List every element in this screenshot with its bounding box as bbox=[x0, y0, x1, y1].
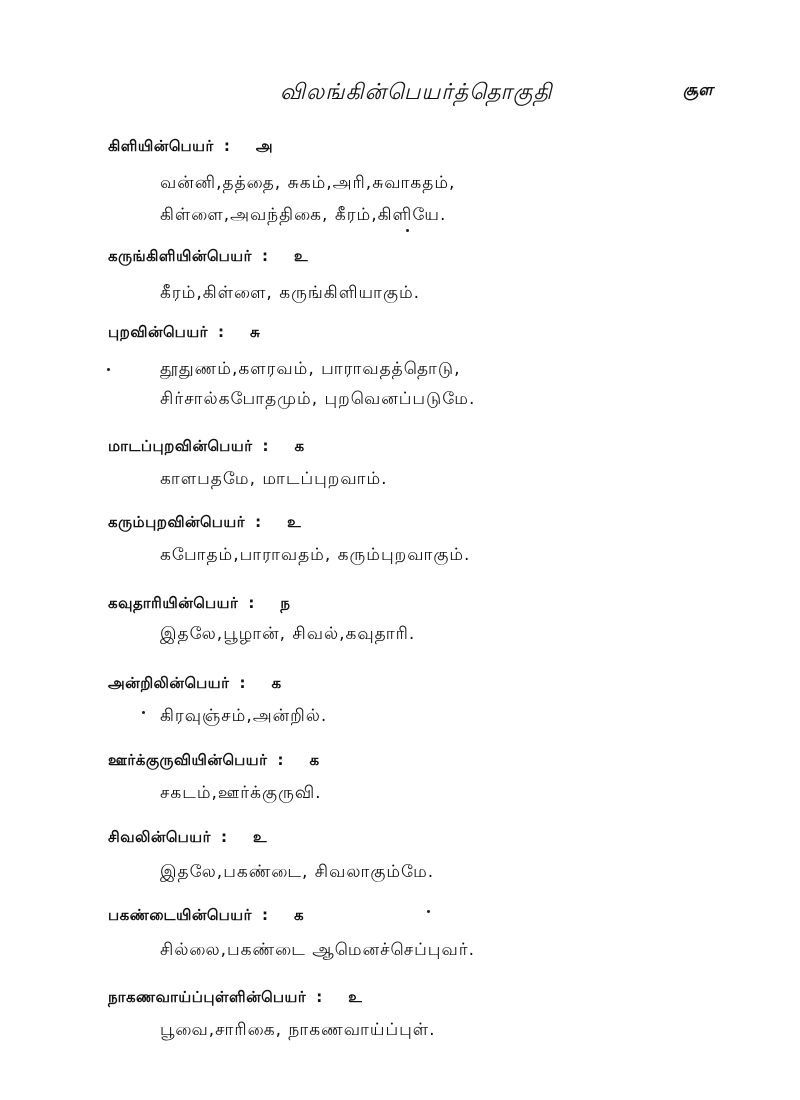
entry-heading bbox=[108, 247, 308, 267]
scan-speck bbox=[107, 368, 110, 371]
entry-heading-name: மாடப்புறவின்பெயர் bbox=[108, 437, 253, 455]
entry-count: அ bbox=[255, 137, 273, 155]
entry-heading-name: கரும்புறவின்பெயர் bbox=[108, 513, 246, 531]
entry-count: உ bbox=[252, 828, 267, 846]
verse-line: சில்லை,பகண்டை ஆமெனச்செப்புவர். bbox=[160, 940, 476, 960]
entry-heading-name: ஊர்க்குருவியின்பெயர் bbox=[108, 751, 268, 769]
heading-colon: : bbox=[220, 828, 227, 846]
heading-colon: : bbox=[223, 137, 230, 155]
heading-colon: : bbox=[316, 988, 323, 1006]
heading-colon: : bbox=[262, 437, 269, 455]
entry-count: க bbox=[309, 751, 320, 769]
verse-line: காளபதமே, மாடப்புறவாம். bbox=[160, 469, 388, 489]
heading-colon: : bbox=[261, 906, 268, 924]
page-title: விலங்கின்பெயர்த்தொகுதி bbox=[280, 80, 553, 105]
entry-heading bbox=[108, 513, 301, 533]
entry-heading bbox=[108, 828, 267, 848]
entry-count: உ bbox=[287, 513, 301, 531]
entry-heading-name: கருங்கிளியின்பெயர் bbox=[108, 247, 252, 265]
entry-heading bbox=[108, 137, 273, 157]
verse-line: தூதுணம்,களரவம், பாராவதத்தொடு, bbox=[160, 359, 461, 379]
heading-colon: : bbox=[239, 674, 246, 692]
verse-line: சிர்சால்கபோதமும், புறவெனப்படுமே. bbox=[160, 389, 476, 409]
verse-line: கீரம்,கிள்ளை, கருங்கிளியாகும். bbox=[160, 283, 421, 303]
entry-count: க bbox=[271, 674, 282, 692]
entry-count: உ bbox=[293, 247, 308, 265]
entry-heading bbox=[108, 751, 319, 771]
entry-heading-name: அன்றிலின்பெயர் bbox=[108, 674, 230, 692]
entry-heading bbox=[108, 988, 362, 1008]
entry-count: க bbox=[293, 906, 304, 924]
page-code: சூள bbox=[683, 80, 713, 99]
scan-speck bbox=[427, 910, 430, 913]
scan-speck bbox=[142, 711, 145, 714]
heading-colon: : bbox=[261, 247, 268, 265]
verse-line: இதலே,பகண்டை, சிவலாகும்மே. bbox=[160, 862, 435, 882]
entry-count: க bbox=[294, 437, 305, 455]
entry-count: உ bbox=[348, 988, 362, 1006]
entry-heading bbox=[108, 323, 260, 343]
verse-line: சகடம்,ஊர்க்குருவி. bbox=[160, 783, 322, 803]
heading-colon: : bbox=[277, 751, 284, 769]
entry-count: சு bbox=[250, 323, 260, 341]
verse-line: பூவை,சாரிகை, நாகணவாய்ப்புள். bbox=[160, 1020, 436, 1040]
verse-line: கிள்ளை,அவந்திகை, கீரம்,கிளியே. bbox=[160, 205, 447, 225]
verse-line: கபோதம்,பாராவதம், கரும்புறவாகும். bbox=[160, 545, 471, 565]
verse-line: இதலே,பூழான், சிவல்,கவுதாரி. bbox=[160, 624, 416, 644]
entry-heading bbox=[108, 906, 304, 926]
entry-heading-name: புறவின்பெயர் bbox=[108, 323, 209, 341]
scan-speck bbox=[406, 229, 409, 232]
entry-heading-name: கவுதாரியின்பெயர் bbox=[108, 594, 239, 612]
entry-heading-name: கிளியின்பெயர் bbox=[108, 137, 214, 155]
entry-heading-name: நாகணவாய்ப்புள்ளின்பெயர் bbox=[108, 988, 307, 1006]
entry-heading bbox=[108, 674, 281, 694]
entry-heading-name: பகண்டையின்பெயர் bbox=[108, 906, 252, 924]
heading-colon: : bbox=[255, 513, 262, 531]
verse-line: வன்னி,தத்தை, சுகம்,அரி,சுவாகதம், bbox=[160, 173, 456, 193]
entry-heading bbox=[108, 594, 290, 614]
entry-heading-name: சிவலின்பெயர் bbox=[108, 828, 211, 846]
heading-colon: : bbox=[248, 594, 255, 612]
verse-line: கிரவுஞ்சம்,அன்றில். bbox=[160, 706, 328, 726]
entry-count: ந bbox=[280, 594, 290, 612]
entry-heading bbox=[108, 437, 304, 457]
heading-colon: : bbox=[218, 323, 225, 341]
